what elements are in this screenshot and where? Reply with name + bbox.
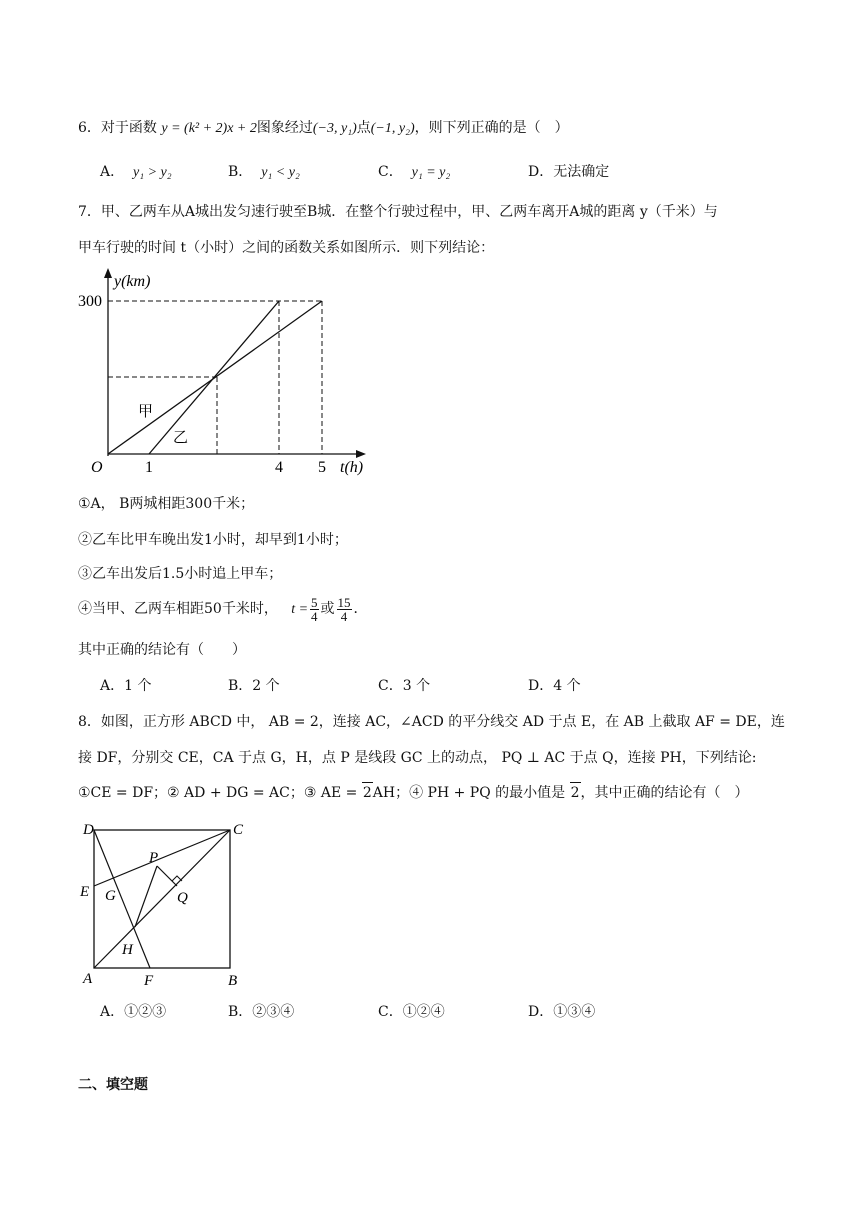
q7-stem-line1: 7．甲、乙两车从A城出发匀速行驶至B城．在整个行驶过程中，甲、乙两车离开A城的距离 y（千米）与: [78, 204, 718, 220]
q6-point1: (−3, y₁): [312, 121, 357, 136]
q8-stem-line1: 8．如图，正方形 ABCD 中， AB = 2，连接 AC，∠ACD 的平分线交 AD 于点 E，在 AB 上截取 AF = DE，连: [78, 714, 785, 730]
q7-x-tick-5: 5: [318, 459, 326, 476]
q7-statement-4: ④当甲、乙两车相距50千米时， t = $\frac{5}{4}$ 或 $\frac{15}{4}$ ．: [78, 594, 368, 624]
q8-label-a: A: [83, 971, 93, 987]
q7-statement-2: ②乙车比甲车晚出发1小时，却早到1小时；: [78, 532, 348, 548]
q7-option-a[interactable]: A．1 个: [100, 678, 152, 694]
q6-option-d[interactable]: D．无法确定: [528, 164, 610, 180]
q7-y-label: y(km): [114, 273, 151, 290]
q6-option-a[interactable]: A． y₁ > y₂: [100, 164, 172, 180]
q8-option-a[interactable]: A．①②③: [100, 1004, 167, 1020]
q8-label-c: C: [233, 822, 244, 838]
q8-sqrt-2: 2: [570, 782, 581, 803]
q7-statement-1: ①A， B两城相距300千米；: [78, 496, 255, 512]
q8-option-d[interactable]: D．①③④: [528, 1004, 596, 1020]
q8-option-c[interactable]: C．①②④: [378, 1004, 445, 1020]
q7-option-b[interactable]: B．2 个: [228, 678, 280, 694]
q8-figure: [78, 816, 258, 992]
q7-x-label: t(h): [340, 459, 364, 476]
q7-series-yi: 乙: [173, 430, 189, 446]
q7-statement-3: ③乙车出发后1.5小时追上甲车；: [78, 566, 283, 582]
q7-prompt: 其中正确的结论有（ ）: [78, 642, 246, 658]
q8-sqrt-1: 2: [362, 782, 373, 803]
section-2-heading: 二、填空题: [78, 1076, 148, 1092]
q7-stem-line2: 甲车行驶的时间 t（小时）之间的函数关系如图所示．则下列结论：: [78, 240, 495, 256]
q8-label-g: G: [105, 888, 116, 904]
q7-option-c[interactable]: C．3 个: [378, 678, 431, 694]
q8-label-f: F: [144, 973, 154, 989]
q8-stem-line2: 接 DF，分别交 CE，CA 于点 G，H，点 P 是线段 GC 上的动点， PQ ⊥ AC 于点 Q，连接 PH，下列结论:: [78, 750, 757, 766]
q7-fraction-2: $\frac{15}{4}$: [337, 594, 351, 624]
q8-stem-line3: ①CE = DF；② AD + DG = AC；③ AE = 2AH；④ PH + PQ 的最小值是 2，其中正确的结论有（ ）: [78, 782, 749, 803]
q7-y-tick-300: 300: [78, 293, 102, 310]
q8-option-b[interactable]: B．②③④: [228, 1004, 295, 1020]
q7-origin-label: O: [91, 459, 103, 476]
q8-label-q: Q: [177, 890, 188, 906]
q6-number: 6．: [78, 120, 101, 136]
q7-x-arrow-icon: [356, 450, 366, 458]
q7-x-tick-4: 4: [275, 459, 283, 476]
q6-option-c[interactable]: C． y₁ = y₂: [378, 164, 451, 180]
q6-option-b[interactable]: B． y₁ < y₂: [228, 164, 300, 180]
q7-fraction-1: $\frac{5}{4}$: [311, 594, 318, 624]
q8-label-d: D: [83, 822, 94, 838]
q8-segment-pq: [157, 866, 177, 886]
q6-point2: (−1, y₂): [370, 121, 415, 136]
q8-label-p: P: [149, 850, 159, 866]
q8-label-h: H: [122, 942, 133, 958]
q7-series-jia: 甲: [138, 404, 154, 420]
q8-segment-ph: [135, 866, 157, 927]
q8-segment-ce: [94, 830, 230, 886]
q7-y-arrow-icon: [104, 268, 112, 278]
q7-graph: [78, 266, 378, 478]
q6-function: y = (k² + 2)x + 2: [161, 121, 257, 136]
q6-stem: 6．对于函数 y = (k² + 2)x + 2图象经过(−3, y₁)点(−1, y₂)，则下列正确的是（ ）: [78, 120, 569, 136]
q8-label-b: B: [228, 973, 238, 989]
q7-option-d[interactable]: D．4 个: [528, 678, 581, 694]
q7-x-tick-1: 1: [145, 459, 153, 476]
q8-label-e: E: [80, 884, 90, 900]
